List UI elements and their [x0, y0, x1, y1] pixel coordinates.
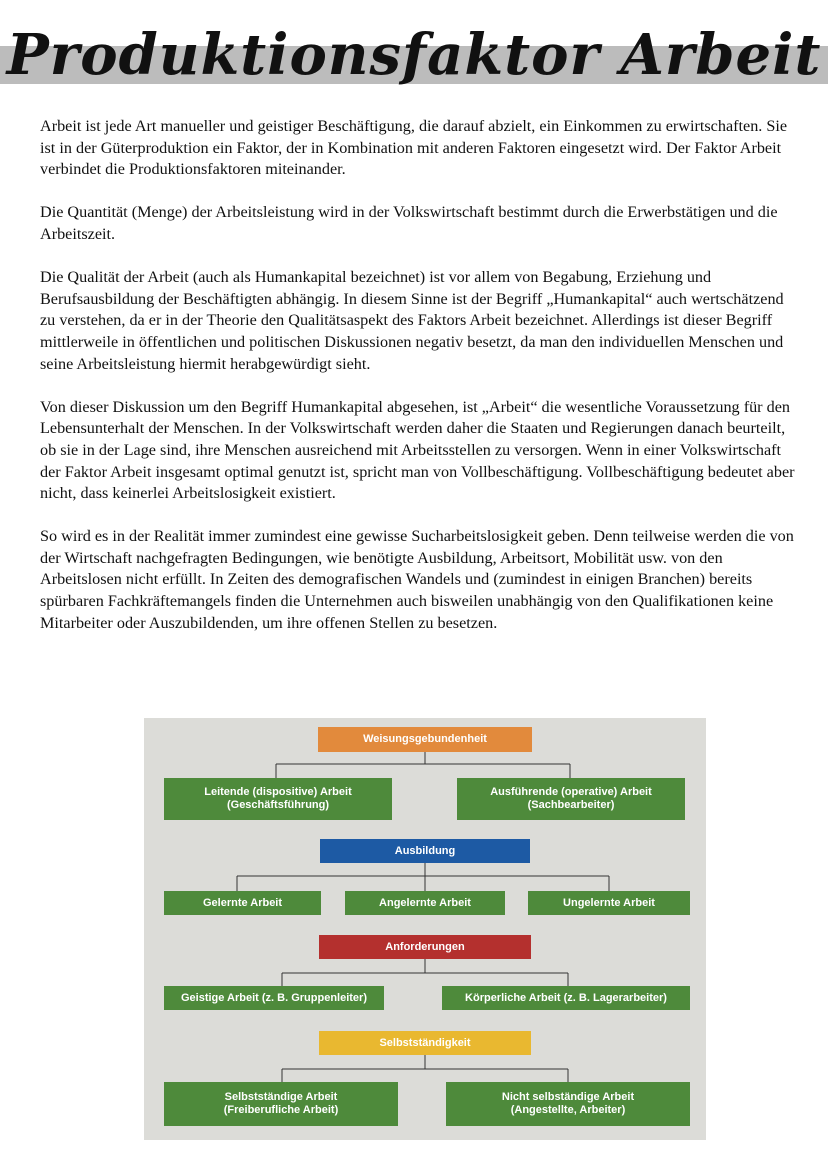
paragraph: Arbeit ist jede Art manueller und geistiger Beschäftigung, die darauf abzielt, ein Einkommen zu erwirtschaften. Sie ist in der Güterproduktion ein Faktor, der in Kombination mit anderen Faktoren eingesetzt wird. Der Faktor Arbeit verbindet die Produktionsfaktoren miteinander. — [40, 117, 788, 179]
header-selbststaendigkeit: Selbstständigkeit — [319, 1031, 531, 1055]
node-gelernte-arbeit: Gelernte Arbeit — [164, 891, 321, 915]
paragraph: Die Qualität der Arbeit (auch als Humankapital bezeichnet) ist vor allem von Begabung, Erziehung und Berufsausbildung der Beschäftigten abhängig. In diesem Sinne ist der Begriff „Humankapital“ auch wertschätzend zu verstehen, da er in der Theorie den Qualitätsaspekt des Faktors Arbeit bezeichnet. Allerdings ist dieser Begriff mittlerweile in öffentlichen und politischen Diskussionen negativ besetzt, da man den individuellen Menschen und seine Arbeitsleistung hiermit herabgewürdigt sieht. — [40, 268, 784, 373]
node-ungelernte-arbeit: Ungelernte Arbeit — [528, 891, 690, 915]
node-leitende-arbeit: Leitende (dispositive) Arbeit (Geschäftsführung) — [164, 778, 392, 820]
node-selbststaendige-arbeit: Selbstständige Arbeit (Freiberufliche Arbeit) — [164, 1082, 398, 1126]
node-angelernte-arbeit: Angelernte Arbeit — [345, 891, 505, 915]
node-nicht-selbstaendige-arbeit: Nicht selbständige Arbeit (Angestellte, Arbeiter) — [446, 1082, 690, 1126]
paragraph: Die Quantität (Menge) der Arbeitsleistung wird in der Volkswirtschaft bestimmt durch die Erwerbstätigen und die Arbeitszeit. — [40, 203, 778, 243]
header-weisungsgebundenheit: Weisungsgebundenheit — [318, 727, 532, 752]
body-text — [40, 116, 795, 656]
node-ausfuehrende-arbeit: Ausführende (operative) Arbeit (Sachbearbeiter) — [457, 778, 685, 820]
header-anforderungen: Anforderungen — [319, 935, 531, 959]
classification-diagram — [144, 718, 706, 1140]
paragraph: Von dieser Diskussion um den Begriff Humankapital abgesehen, ist „Arbeit“ die wesentliche Voraussetzung für den Lebensunterhalt der Menschen. In der Volkswirtschaft werden daher die Staaten und Regierungen danach beurteilt, ob sie in der Lage sind, ihre Menschen ausreichend mit Arbeitsstellen zu versorgen. Wenn in einer Volkswirtschaft der Faktor Arbeit insgesamt optimal genutzt ist, spricht man von Vollbeschäftigung. Vollbeschäftigung bedeutet aber nicht, dass keinerlei Arbeitslosigkeit existiert. — [40, 397, 795, 503]
paragraph: So wird es in der Realität immer zumindest eine gewisse Sucharbeitslosigkeit geben. Denn teilweise werden die von der Wirtschaft nachgefragten Bedingungen, wie benötigte Ausbildung, Arbeitsort, Mobilität usw. von den Arbeitslosen nicht erfüllt. In Zeiten des demografischen Wandels und (zumindest in einigen Branchen) bereits spürbaren Fachkräftemangels finden die Unternehmen auch bisweilen unabhängig von den Qualifikationen keine Mitarbeiter oder Auszubildenden, um ihre offenen Stellen zu besetzen. — [40, 527, 794, 632]
node-koerperliche-arbeit: Körperliche Arbeit (z. B. Lagerarbeiter) — [442, 986, 690, 1010]
page-title: Produktionsfaktor Arbeit — [6, 22, 822, 88]
node-geistige-arbeit: Geistige Arbeit (z. B. Gruppenleiter) — [164, 986, 384, 1010]
header-ausbildung: Ausbildung — [320, 839, 530, 863]
